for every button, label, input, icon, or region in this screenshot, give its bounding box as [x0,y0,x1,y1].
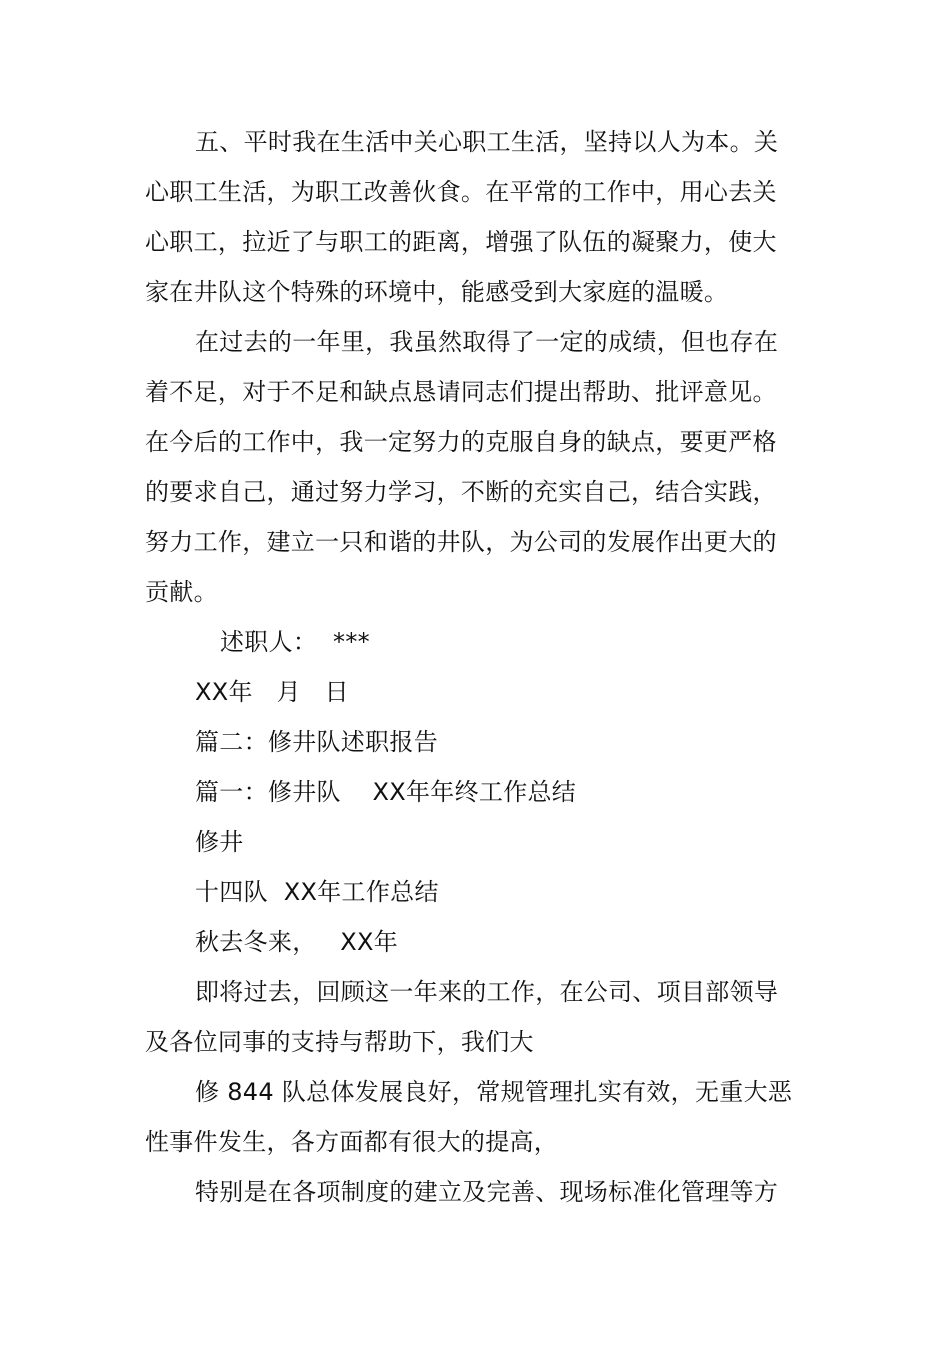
paragraph-line: 修井 [195,828,244,856]
paragraph-line: 十四队 XX年工作总结 [195,878,439,906]
paragraph-line: 家在井队这个特殊的环境中，能感受到大家庭的温暖。 [145,278,729,306]
paragraph-line: 在过去的一年里，我虽然取得了一定的成绩，但也存在 [195,328,779,356]
paragraph-line: 及各位同事的支持与帮助下，我们大 [145,1028,534,1056]
paragraph-line: 特别是在各项制度的建立及完善、现场标准化管理等方 [195,1178,779,1206]
paragraph-line: 修 844 队总体发展良好，常规管理扎实有效，无重大恶 [195,1078,793,1106]
paragraph-line: 在今后的工作中，我一定努力的克服自身的缺点，要更严格 [145,428,777,456]
paragraph-line: 即将过去，回顾这一年来的工作，在公司、项目部领导 [195,978,779,1006]
section-heading: 篇一：修井队 XX年年终工作总结 [195,778,577,806]
date-line: XX年 月 日 [195,678,349,706]
paragraph-line: 努力工作，建立一只和谐的井队，为公司的发展作出更大的 [145,528,777,556]
paragraph-line: 贡献。 [145,578,218,606]
paragraph-line: 性事件发生，各方面都有很大的提高， [145,1128,559,1156]
paragraph-line: 秋去冬来， XX年 [195,928,399,956]
paragraph-line: 心职工生活，为职工改善伙食。在平常的工作中，用心去关 [145,178,777,206]
paragraph-line: 五、平时我在生活中关心职工生活，坚持以人为本。关 [195,128,779,156]
paragraph-line: 的要求自己，通过努力学习，不断的充实自己，结合实践， [145,478,777,506]
section-heading: 篇二：修井队述职报告 [195,728,438,756]
signature-line: 述职人： *** [220,628,370,656]
paragraph-line: 着不足，对于不足和缺点恳请同志们提出帮助、批评意见。 [145,378,777,406]
paragraph-line: 心职工，拉近了与职工的距离，增强了队伍的凝聚力，使大 [145,228,777,256]
